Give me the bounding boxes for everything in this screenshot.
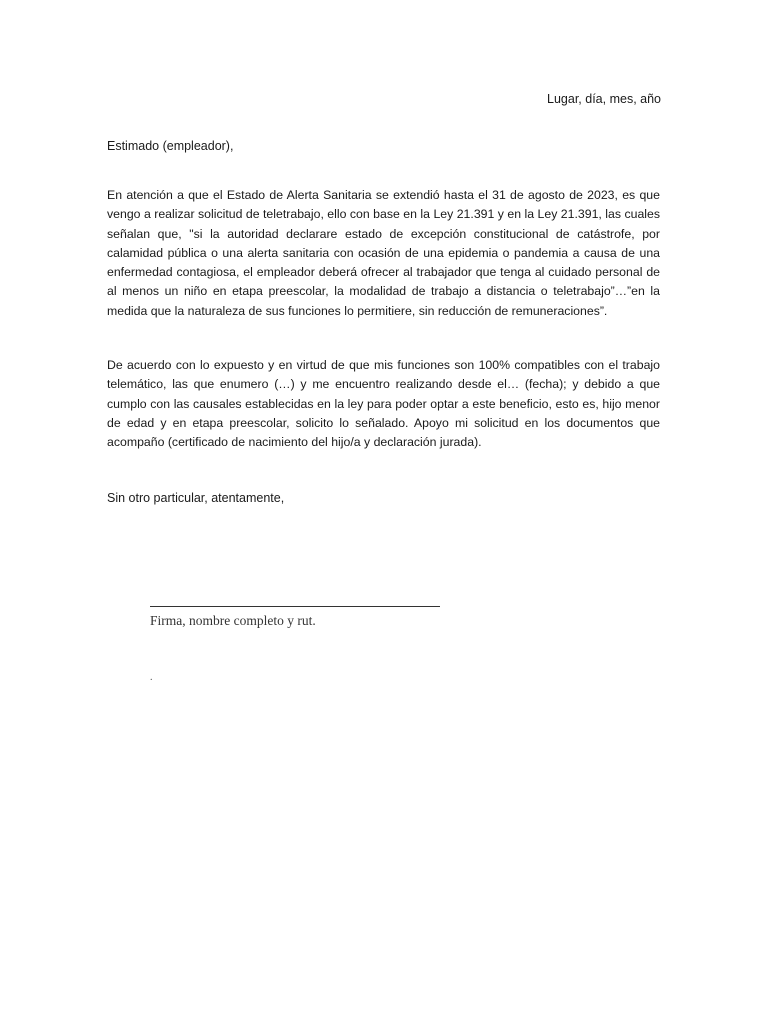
trailing-mark: . [150,672,153,683]
body-paragraph-1: En atención a que el Estado de Alerta Sanitaria se extendió hasta el 31 de agosto de 2023, es que vengo a realizar solicitud de teletrabajo, ello con base en la Ley 21.391 y en la Ley 21.391, las cuales señalan que, "si la autoridad declarare estado de excepción constitucional de catástrofe, por calamidad pública o una alerta sanitaria con ocasión de una epidemia o pandemia a causa de una enfermedad contagiosa, el empleador deberá ofrecer al trabajador que tenga al cuidado personal de al menos un niño en etapa preescolar, la modalidad de trabajo a distancia o teletrabajo”…”en la medida que la naturaleza de sus funciones lo permitiere, sin reducción de remuneraciones”. [107,188,660,318]
closing-line: Sin otro particular, atentamente, [107,491,285,505]
signature-caption: Firma, nombre completo y rut. [150,613,316,628]
body-paragraph-2: De acuerdo con lo expuesto y en virtud de que mis funciones son 100% compatibles con el trabajo telemático, las que enumero (…) y me encuentro realizando desde el… (fecha); y debido a que cumplo con las causales establecidas en la ley para poder optar a este beneficio, esto es, hijo menor de edad y en etapa preescolar, solicito lo señalado. Apoyo mi solicitud en los documentos que acompaño (certificado de nacimiento del hijo/a y declaración jurada). [107,358,660,450]
place-date-line: Lugar, día, mes, año [547,92,661,106]
signature-line [150,606,440,607]
salutation: Estimado (empleador), [107,139,234,153]
